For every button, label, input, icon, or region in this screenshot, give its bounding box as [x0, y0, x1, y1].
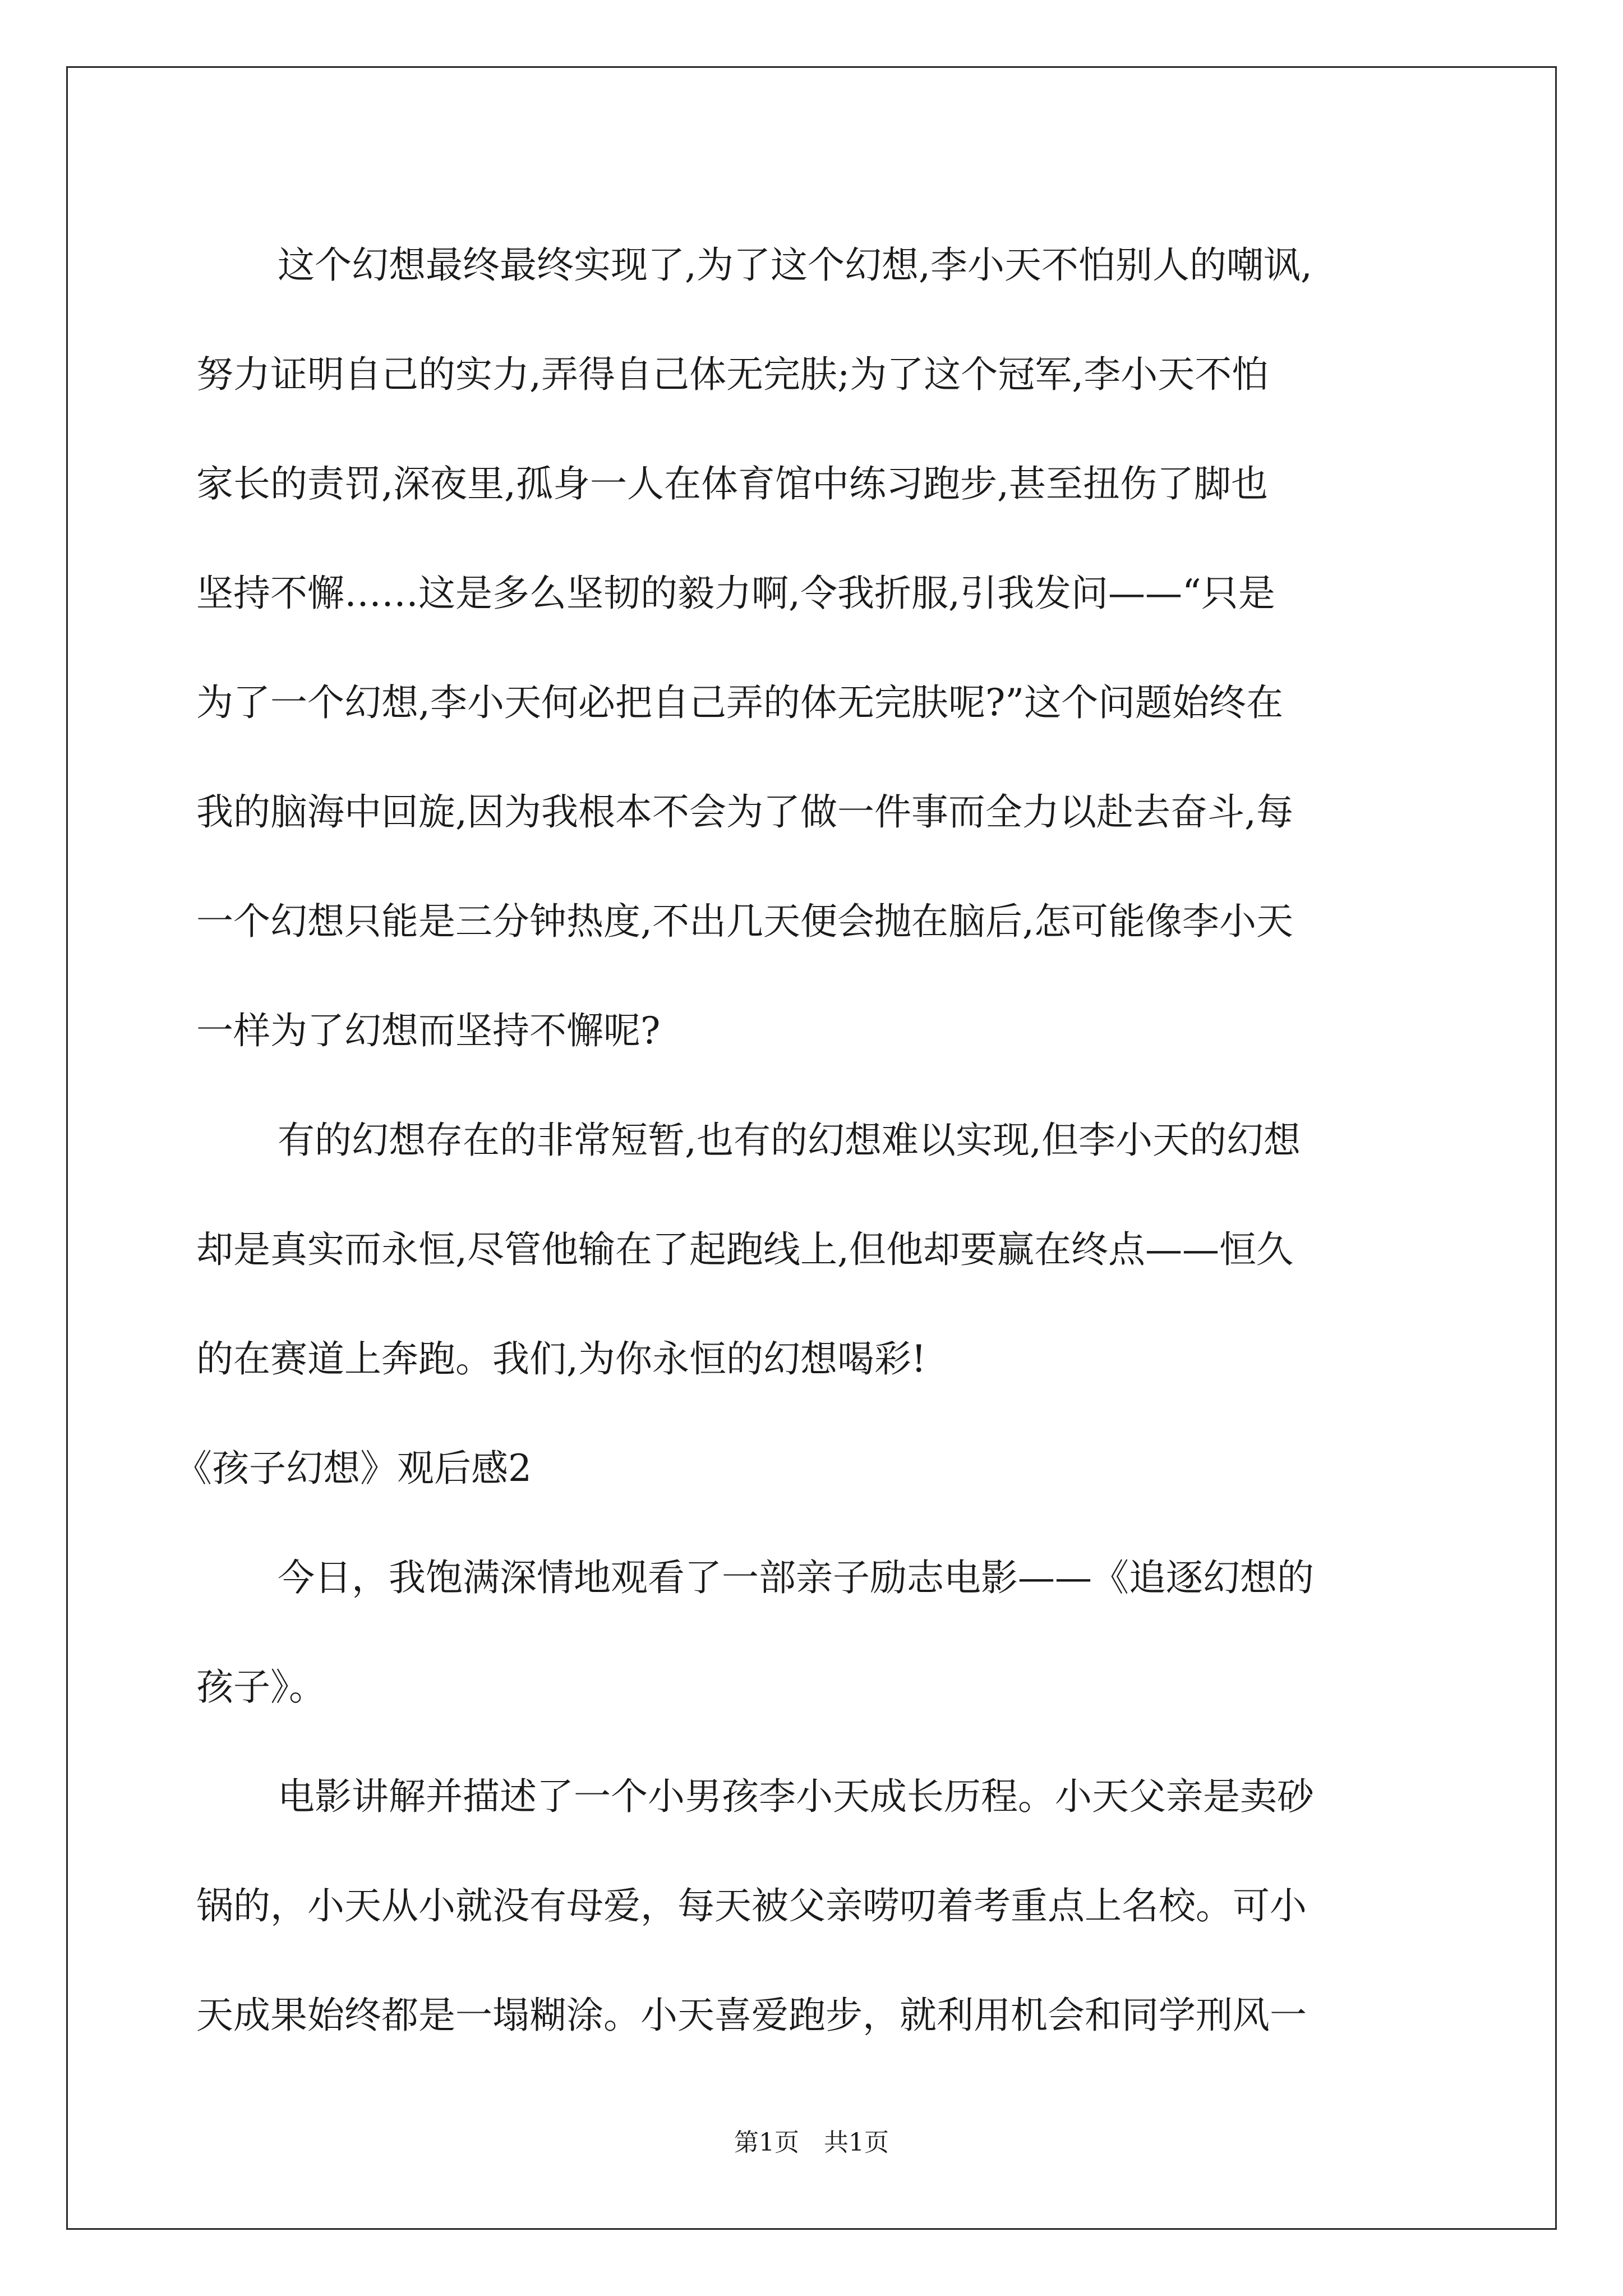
text-line: 一样为了幻想而坚持不懈呢?	[196, 1009, 661, 1052]
text-line: 坚持不懈……这是多么坚韧的毅力啊,令我折服,引我发问——“只是	[196, 572, 1275, 615]
text-line: 为了一个幻想,李小天何必把自己弄的体无完肤呢?”这个问题始终在	[196, 681, 1284, 724]
text-line: 有的幻想存在的非常短暂,也有的幻想难以实现,但李小天的幻想	[278, 1119, 1301, 1162]
text-line: 今日，我饱满深情地观看了一部亲子励志电影——《追逐幻想的	[278, 1556, 1314, 1599]
text-line: 锅的，小天从小就没有母爱，每天被父亲唠叨着考重点上名校。可小	[196, 1884, 1307, 1927]
document-body	[175, 210, 1430, 2070]
text-line: 的在赛道上奔跑。我们,为你永恒的幻想喝彩!	[196, 1337, 926, 1381]
text-line: 我的脑海中回旋,因为我根本不会为了做一件事而全力以赴去奋斗,每	[196, 790, 1293, 834]
page-number-current: 第1页	[734, 2128, 799, 2157]
page-footer	[0, 2126, 1623, 2160]
text-line: 努力证明自己的实力,弄得自己体无完肤;为了这个冠军,李小天不怕	[196, 353, 1269, 396]
section-heading: 《孩子幻想》观后感2	[175, 1447, 532, 1490]
text-line: 家长的责罚,深夜里,孤身一人在体育馆中练习跑步,甚至扭伤了脚也	[196, 462, 1268, 505]
text-line: 却是真实而永恒,尽管他输在了起跑线上,但他却要赢在终点——恒久	[196, 1228, 1293, 1271]
text-line: 天成果始终都是一塌糊涂。小天喜爱跑步，就利用机会和同学刑风一	[196, 1994, 1307, 2037]
text-line: 孩子》。	[196, 1665, 326, 1709]
text-line: 一个幻想只能是三分钟热度,不出几天便会抛在脑后,怎可能像李小天	[196, 900, 1293, 943]
page-number-total: 共1页	[824, 2128, 889, 2157]
text-line: 电影讲解并描述了一个小男孩李小天成长历程。小天父亲是卖砂	[278, 1775, 1314, 1818]
text-line: 这个幻想最终最终实现了,为了这个幻想,李小天不怕别人的嘲讽,	[278, 243, 1312, 287]
